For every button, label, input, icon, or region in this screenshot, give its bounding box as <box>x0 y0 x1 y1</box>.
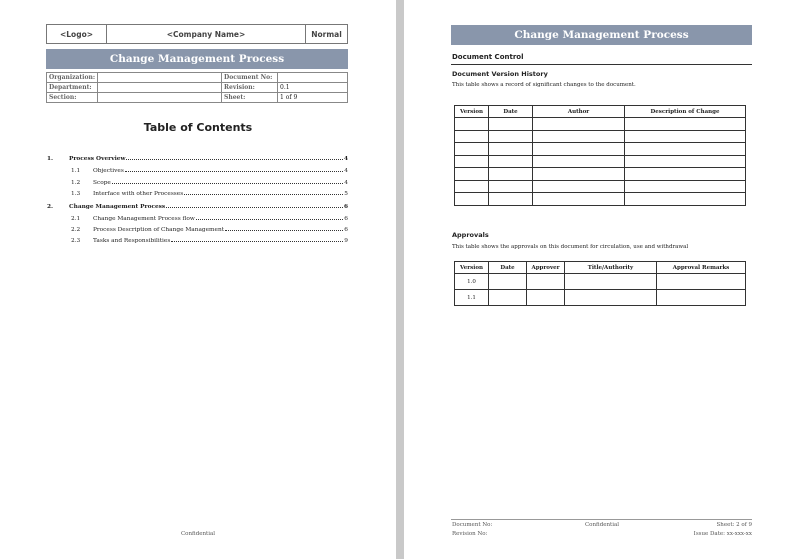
table-row <box>455 130 746 143</box>
revision-value: 0.1 <box>278 83 348 93</box>
toc-entry-title: Change Management Process flow <box>93 216 195 222</box>
column-header: Title/Authority <box>565 262 657 274</box>
table-row <box>455 118 746 131</box>
toc-number: 1.3 <box>71 191 81 197</box>
toc-entry[interactable] <box>71 168 348 174</box>
table-row <box>455 193 746 206</box>
column-header: Description of Change <box>625 106 746 118</box>
toc-entry[interactable] <box>71 216 348 222</box>
column-header: Date <box>489 106 533 118</box>
toc-page: 6 <box>344 227 348 233</box>
column-header: Version <box>455 262 489 274</box>
table-row <box>455 168 746 181</box>
company-name: <Company Name> <box>107 25 306 44</box>
approvals-description: This table shows the approvals on this document for circulation, use and withdrawal <box>452 244 689 250</box>
toc-leader <box>112 180 343 184</box>
toc-leader <box>184 191 343 195</box>
toc-entry[interactable] <box>71 191 348 197</box>
column-header: Approval Remarks <box>657 262 746 274</box>
footer-docno: Document No: <box>452 522 493 528</box>
docno-value <box>278 73 348 83</box>
column-header: Approver <box>527 262 565 274</box>
version-history-heading: Document Version History <box>452 70 548 78</box>
version-cell: 1.0 <box>455 274 489 290</box>
toc-number: 1.2 <box>71 180 81 186</box>
table-cell[interactable] <box>533 180 625 193</box>
toc-page: 6 <box>343 204 348 210</box>
sheet-label: Sheet: <box>222 93 278 103</box>
footer-sheet: Sheet: 2 of 9 <box>716 522 752 528</box>
toc-entry[interactable] <box>71 180 348 186</box>
divider <box>451 64 752 65</box>
footer-issue-date: Issue Date: xx-xxx-xx <box>693 531 752 537</box>
toc-page: 5 <box>344 191 348 197</box>
table-cell[interactable] <box>625 130 746 143</box>
table-cell[interactable] <box>533 130 625 143</box>
table-cell[interactable] <box>489 274 527 290</box>
toc-entry[interactable] <box>47 204 348 210</box>
toc-number: 2. <box>47 204 54 210</box>
revision-label: Revision: <box>222 83 278 93</box>
toc-number: 2.2 <box>71 227 81 233</box>
table-cell[interactable] <box>527 274 565 290</box>
toc-page: 6 <box>344 216 348 222</box>
table-cell[interactable] <box>455 118 489 131</box>
toc-leader <box>171 238 343 242</box>
table-cell[interactable] <box>489 155 533 168</box>
footer-revision: Revision No: <box>452 531 488 537</box>
table-cell[interactable] <box>565 274 657 290</box>
version-history-table <box>454 105 746 206</box>
document-page-2 <box>404 0 800 559</box>
table-cell[interactable] <box>625 193 746 206</box>
toc-page: 9 <box>344 238 348 244</box>
department-label: Department: <box>47 83 98 93</box>
footer-confidential: Confidential <box>180 531 216 537</box>
footer-divider <box>451 519 752 520</box>
organization-label: Organization: <box>47 73 98 83</box>
table-row <box>455 143 746 156</box>
toc-number: 2.1 <box>71 216 81 222</box>
docno-label: Document No: <box>222 73 278 83</box>
sheet-value: 1 of 9 <box>278 93 348 103</box>
table-cell[interactable] <box>455 168 489 181</box>
toc-number: 1.1 <box>71 168 81 174</box>
table-cell[interactable] <box>625 168 746 181</box>
table-row <box>455 155 746 168</box>
document-page-1 <box>0 0 396 559</box>
version-history-description: This table shows a record of significant changes to the document. <box>452 82 636 88</box>
table-cell[interactable] <box>533 118 625 131</box>
toc-entry-title: Process Overview <box>69 156 126 162</box>
toc-leader <box>196 216 343 220</box>
table-cell[interactable] <box>533 155 625 168</box>
footer-confidential: Confidential <box>584 522 620 528</box>
table-row <box>455 180 746 193</box>
approvals-table <box>454 261 746 306</box>
table-cell[interactable] <box>489 130 533 143</box>
table-cell[interactable] <box>625 180 746 193</box>
toc-entry-title: Objectives <box>93 168 124 174</box>
toc-entry-title: Process Description of Change Management <box>93 227 225 233</box>
toc-page: 4 <box>344 180 348 186</box>
section-label: Section: <box>47 93 98 103</box>
toc-leader <box>166 204 343 208</box>
table-cell[interactable] <box>489 168 533 181</box>
table-cell[interactable] <box>489 180 533 193</box>
toc-entry-title: Change Management Process <box>69 204 166 210</box>
toc-title: Table of Contents <box>143 121 253 134</box>
approvals-heading: Approvals <box>452 231 489 239</box>
section-value <box>98 93 222 103</box>
version-cell: 1.1 <box>455 290 489 306</box>
toc-number: 1. <box>47 156 54 162</box>
table-cell[interactable] <box>625 155 746 168</box>
document-meta-table <box>46 72 348 103</box>
toc-entry[interactable] <box>71 227 348 233</box>
toc-entry-title: Scope <box>93 180 111 186</box>
table-cell[interactable] <box>625 143 746 156</box>
toc-page: 4 <box>344 168 348 174</box>
status-label: Normal <box>306 25 348 44</box>
toc-number: 2.3 <box>71 238 81 244</box>
toc-leader <box>125 168 343 172</box>
column-header: Version <box>455 106 489 118</box>
table-cell[interactable] <box>489 193 533 206</box>
table-cell[interactable] <box>657 274 746 290</box>
table-row <box>455 290 746 306</box>
toc-page: 4 <box>343 156 348 162</box>
table-cell[interactable] <box>533 168 625 181</box>
toc-leader <box>126 156 343 160</box>
department-value <box>98 83 222 93</box>
table-cell[interactable] <box>455 143 489 156</box>
table-cell[interactable] <box>657 290 746 306</box>
document-title-banner: Change Management Process <box>451 25 752 45</box>
table-cell[interactable] <box>455 130 489 143</box>
column-header: Date <box>489 262 527 274</box>
table-cell[interactable] <box>565 290 657 306</box>
toc-entry[interactable] <box>47 156 348 162</box>
organization-value <box>98 73 222 83</box>
toc-entry-title: Tasks and Responsibilities <box>93 238 171 244</box>
table-row <box>455 274 746 290</box>
table-cell[interactable] <box>489 118 533 131</box>
table-cell[interactable] <box>533 143 625 156</box>
column-header: Author <box>533 106 625 118</box>
table-cell[interactable] <box>455 180 489 193</box>
table-cell[interactable] <box>489 290 527 306</box>
table-cell[interactable] <box>533 193 625 206</box>
table-cell[interactable] <box>625 118 746 131</box>
document-title-banner: Change Management Process <box>46 49 348 69</box>
table-cell[interactable] <box>455 193 489 206</box>
toc-leader <box>225 227 343 231</box>
header-table <box>46 24 348 44</box>
document-control-heading: Document Control <box>452 53 524 61</box>
table-cell[interactable] <box>489 143 533 156</box>
toc-entry[interactable] <box>71 238 348 244</box>
table-cell[interactable] <box>527 290 565 306</box>
toc-entry-title: Interface with other Processes <box>93 191 184 197</box>
logo-placeholder: <Logo> <box>47 25 107 44</box>
table-cell[interactable] <box>455 155 489 168</box>
